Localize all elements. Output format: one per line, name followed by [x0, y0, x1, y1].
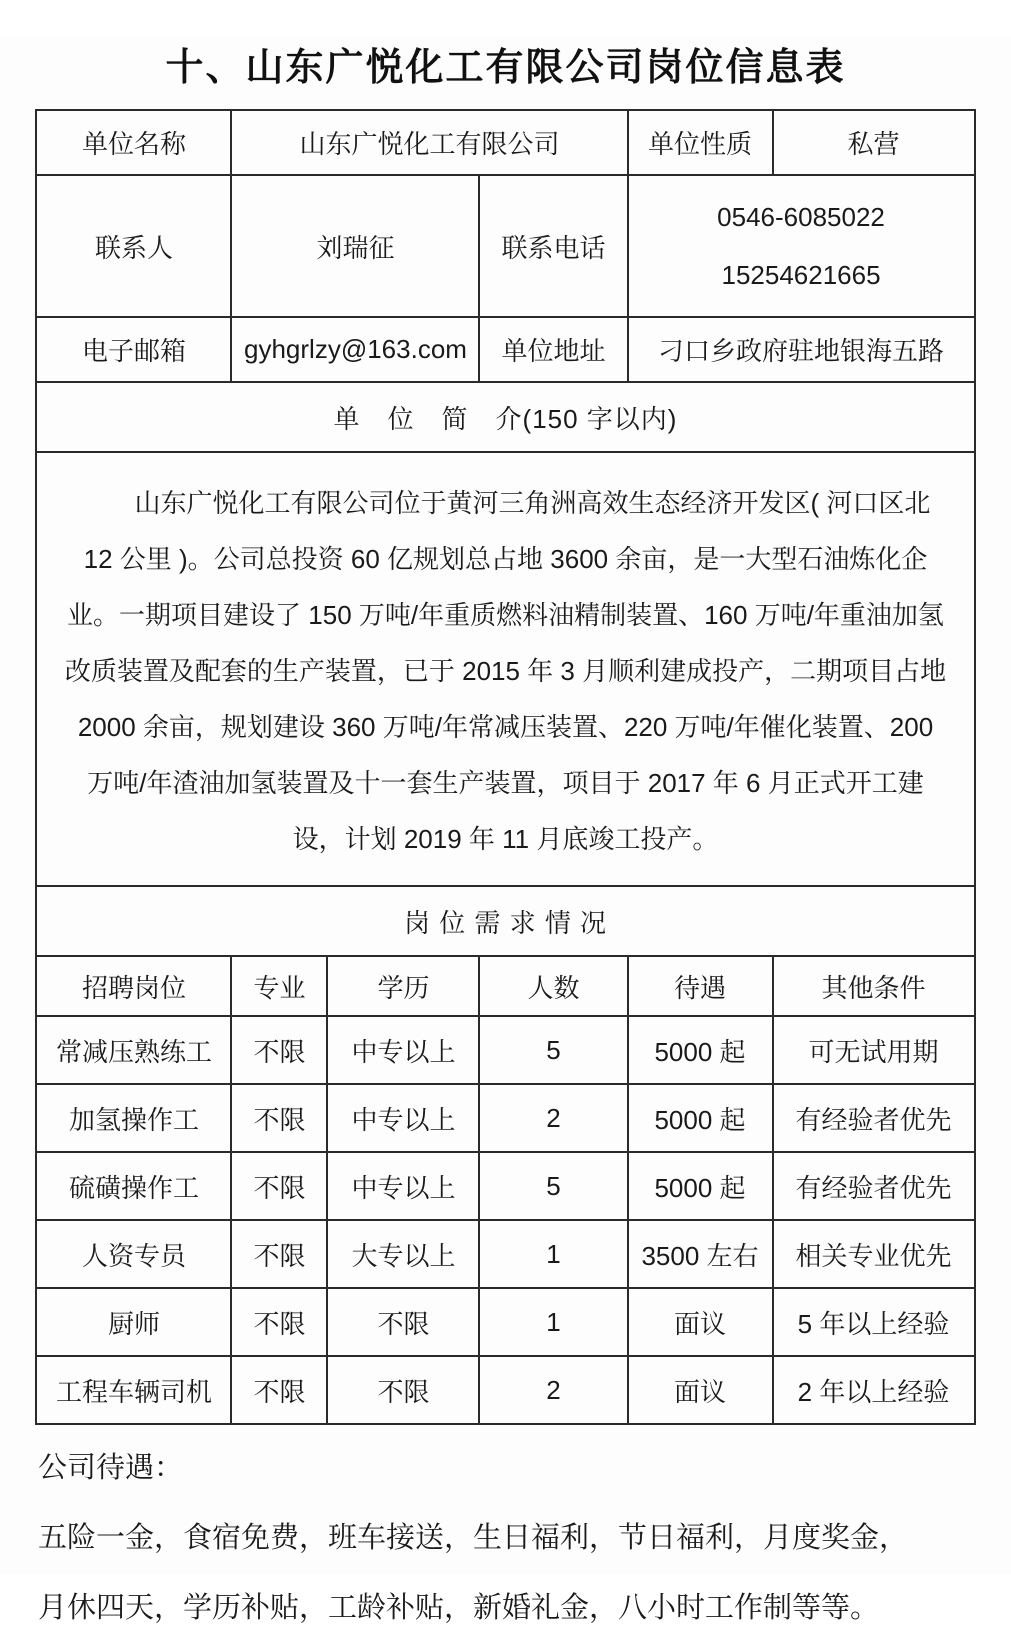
job-education: 中专以上 [327, 1084, 479, 1152]
col-header-position: 招聘岗位 [36, 956, 231, 1016]
benefits-line-1: 五险一金，食宿免费，班车接送，生日福利，节日福利，月度奖金， [38, 1522, 909, 1554]
page-title: 十、山东广悦化工有限公司岗位信息表 [165, 47, 846, 89]
contact-value: 刘瑞征 [231, 175, 479, 317]
job-headcount: 2 [479, 1084, 627, 1152]
table-row [36, 1288, 974, 1356]
job-headcount: 5 [479, 1016, 627, 1084]
row-email-address [36, 317, 974, 382]
email-label: 电子邮箱 [36, 317, 231, 382]
job-major: 不限 [231, 1356, 327, 1424]
document-page [0, 36, 1011, 1624]
address-value: 刁口乡政府驻地银海五路 [628, 317, 975, 382]
job-position: 人资专员 [36, 1220, 231, 1288]
unit-type-label: 单位性质 [628, 110, 773, 175]
job-position: 常减压熟练工 [36, 1016, 231, 1084]
col-header-other: 其他条件 [773, 956, 975, 1016]
row-unit-name [36, 110, 974, 175]
job-salary: 5000 起 [628, 1152, 773, 1220]
job-other: 有经验者优先 [773, 1084, 975, 1152]
job-salary: 5000 起 [628, 1084, 773, 1152]
job-salary: 5000 起 [628, 1016, 773, 1084]
table-row [36, 1356, 974, 1424]
row-intro-body [36, 452, 974, 886]
job-headcount: 5 [479, 1152, 627, 1220]
job-education: 不限 [327, 1288, 479, 1356]
job-headcount: 2 [479, 1356, 627, 1424]
job-salary: 面议 [628, 1288, 773, 1356]
job-major: 不限 [231, 1152, 327, 1220]
job-major: 不限 [231, 1084, 327, 1152]
phone-numbers [629, 176, 974, 316]
intro-paragraph: 山东广悦化工有限公司位于黄河三角洲高效生态经济开发区( 河口区北 12 公里 )。公司总投资 60 亿规划总占地 3600 余亩，是一大型石油炼化企业。一期项目建设了 150 万吨/年重质燃料油精制装置、160 万吨/年重油加氢改质装置及配套的生产装置，已于 2015 年 3 月顺利建成投产，二期项目占地 2000 余亩，规划建设 360 万吨/年常减压装置、220 万吨/年催化装置、200 万吨/年渣油加氢装置及十一套生产装置，项目于 2017 年 6 月正式开工建设，计划 2019 年 11 月底竣工投产。 [36, 452, 974, 886]
row-intro-header [36, 382, 974, 452]
job-major: 不限 [231, 1220, 327, 1288]
row-jobs-header [36, 886, 974, 956]
jobs-section-header: 岗 位 需 求 情 况 [36, 886, 974, 956]
job-position: 加氢操作工 [36, 1084, 231, 1152]
benefits-line-2: 月休四天，学历补贴，工龄补贴，新婚礼金，八小时工作制等等。 [38, 1592, 880, 1624]
job-other: 5 年以上经验 [773, 1288, 975, 1356]
unit-name-value: 山东广悦化工有限公司 [231, 110, 627, 175]
unit-type-value: 私营 [773, 110, 975, 175]
email-value: gyhgrlzy@163.com [231, 317, 479, 382]
job-major: 不限 [231, 1288, 327, 1356]
job-position: 硫磺操作工 [36, 1152, 231, 1220]
job-education: 不限 [327, 1356, 479, 1424]
phone-number-1: 0546-6085022 [717, 202, 885, 232]
contact-label: 联系人 [36, 175, 231, 317]
job-major: 不限 [231, 1016, 327, 1084]
job-info-table [35, 109, 975, 1425]
phone-label: 联系电话 [479, 175, 627, 317]
table-row [36, 1220, 974, 1288]
job-position: 厨师 [36, 1288, 231, 1356]
job-other: 有经验者优先 [773, 1152, 975, 1220]
table-row [36, 1016, 974, 1084]
job-education: 中专以上 [327, 1152, 479, 1220]
job-headcount: 1 [479, 1288, 627, 1356]
address-label: 单位地址 [479, 317, 627, 382]
row-contact [36, 175, 974, 317]
company-benefits [38, 1451, 1011, 1625]
intro-section-header: 单 位 简 介(150 字以内) [36, 382, 974, 452]
table-row [36, 1084, 974, 1152]
job-other: 2 年以上经验 [773, 1356, 975, 1424]
job-columns-row [36, 956, 974, 1016]
job-salary: 3500 左右 [628, 1220, 773, 1288]
col-header-salary: 待遇 [628, 956, 773, 1016]
job-other: 相关专业优先 [773, 1220, 975, 1288]
benefits-title: 公司待遇： [38, 1452, 184, 1484]
job-headcount: 1 [479, 1220, 627, 1288]
job-education: 大专以上 [327, 1220, 479, 1288]
col-header-major: 专业 [231, 956, 327, 1016]
job-education: 中专以上 [327, 1016, 479, 1084]
job-position: 工程车辆司机 [36, 1356, 231, 1424]
col-header-education: 学历 [327, 956, 479, 1016]
phone-number-2: 15254621665 [721, 260, 881, 290]
job-salary: 面议 [628, 1356, 773, 1424]
unit-name-label: 单位名称 [36, 110, 231, 175]
phone-value [628, 175, 975, 317]
job-other: 可无试用期 [773, 1016, 975, 1084]
col-header-headcount: 人数 [479, 956, 627, 1016]
table-row [36, 1152, 974, 1220]
